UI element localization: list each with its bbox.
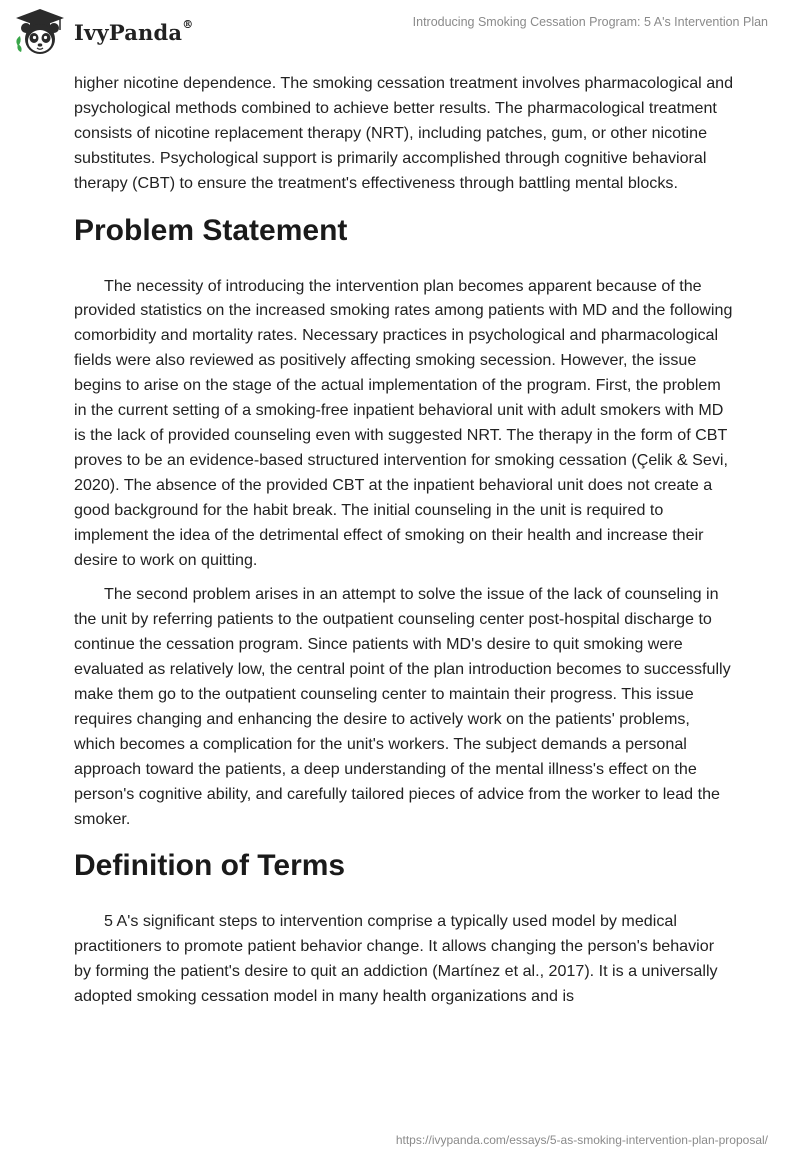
page-header [0,0,800,70]
document-title: Introducing Smoking Cessation Program: 5 A's Intervention Plan [412,15,768,29]
problem-statement-heading: Problem Statement [74,213,348,247]
panda-graduate-icon [12,6,68,58]
intro-paragraph: higher nicotine dependence. The smoking cessation treatment involves pharmacological and psychological methods combined to achieve better results. The pharmacological treatment consists of nicotine replacement therapy (NRT), including patches, gum, or other nicotine substitutes. Psychological support is primarily accomplished through cognitive behavioral therapy (CBT) to ensure the treatment's effectiveness through battling mental blocks. [74,74,734,192]
brand-name: IvyPanda® [74,17,194,45]
registered-mark: ® [182,17,194,31]
definition-of-terms-heading: Definition of Terms [74,849,346,883]
ivypanda-logo[interactable] [12,6,193,58]
problem-paragraph-2: The second problem arises in an attempt to solve the issue of the lack of counseling in the unit by referring patients to the outpatient counseling center post-hospital discharge to continue the cessation program. Since patients with MD's desire to quit smoking were evaluated as relatively low, the central point of the plan introduction becomes to successfully make them go to the outpatient counseling center to maintain their progress. This issue requires changing and enhancing the desire to actively work on the patients' problems, which becomes a complication for the unit's workers. The subject demands a personal approach toward the patients, a deep understanding of the mental illness's effect on the person's cognitive ability, and carefully tailored pieces of advice from the worker to lead the smoker. [74,585,731,828]
problem-paragraph-1: The necessity of introducing the intervention plan becomes apparent because of the provided statistics on the increased smoking rates among patients with MD and the following comorbidity and mortality rates. Necessary practices in psychological and pharmacological fields were also reviewed as positively affecting smoking secession. However, the issue begins to arise on the stage of the actual implementation of the program. First, the problem in the current setting of a smoking-free inpatient behavioral unit with adult smokers with MD is the lack of provided counseling even with suggested NRT. The therapy in the form of CBT proves to be an evidence-based structured intervention for smoking cessation (Çelik & Sevi, 2020). The absence of the provided CBT at the inpatient behavioral unit does not create a good background for the habit break. The initial counseling in the unit is required to implement the idea of the detrimental effect of smoking on their health and increase their desire to work on quitting. [74,276,733,569]
definitions-paragraph-1: 5 A's significant steps to intervention comprise a typically used model by medical practitioners to promote patient behavior change. It allows changing the person's behavior by forming the patient's desire to quit an addiction (Martínez et al., 2017). It is a universally adopted smoking cessation model in many health organizations and is [74,912,718,1006]
essay-body [74,71,734,1019]
source-url[interactable]: https://ivypanda.com/essays/5-as-smoking-intervention-plan-proposal/ [395,1133,768,1147]
